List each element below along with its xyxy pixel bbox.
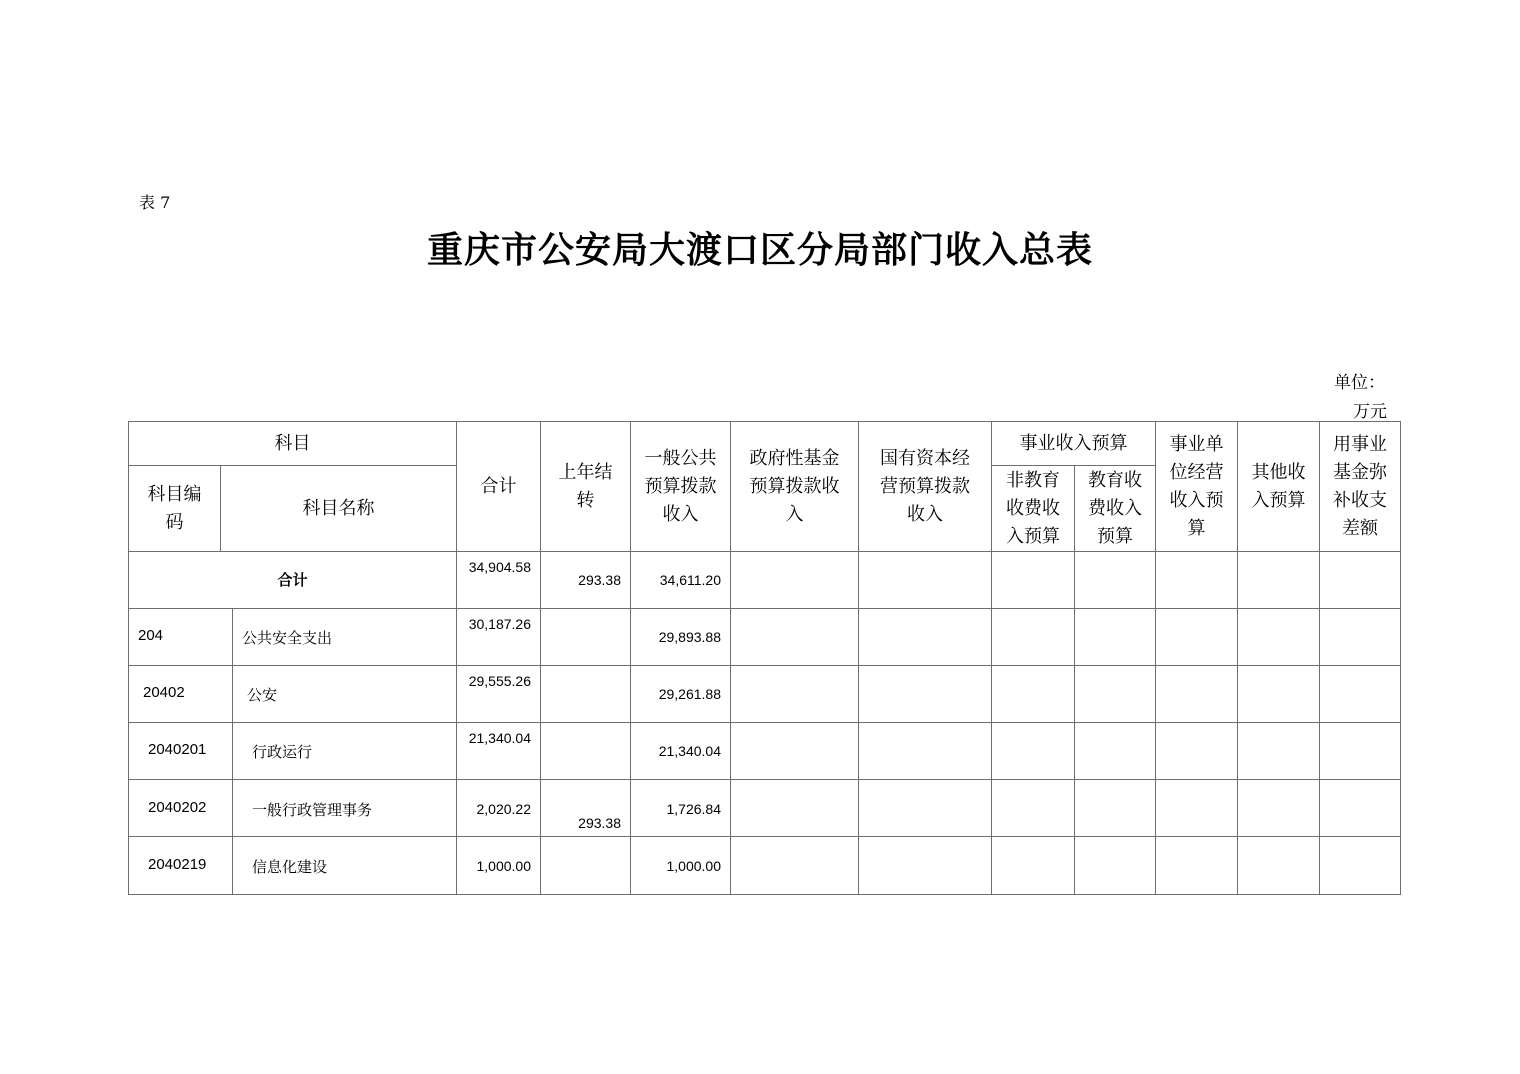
table-cell [1237,836,1320,895]
header-state-capital: 国有资本经营预算拨款收入 [858,421,992,552]
cell-total: 21,340.04 [468,730,531,746]
cell-total: 34,904.58 [468,559,531,575]
cell-code: 204 [138,627,164,644]
header-edu: 教育收费收入预算 [1074,465,1156,552]
table-cell [1319,608,1401,666]
table-cell [1237,608,1320,666]
cell-total: 29,555.26 [468,673,531,689]
cell-code: 20402 [143,684,185,701]
header-subject-code: 科目编码 [128,465,221,552]
table-cell [991,779,1075,837]
table-cell [858,722,992,780]
cell-name: 行政运行 [252,743,313,761]
table-cell [991,722,1075,780]
page-title: 重庆市公安局大渡口区分局部门收入总表 [426,230,1093,271]
income-table [128,421,1401,895]
table-cell [1237,551,1320,609]
header-carryover: 上年结转 [540,421,631,552]
table-cell [1074,722,1156,780]
table-cell [858,836,992,895]
table-cell [540,608,631,666]
cell-total: 1,000.00 [476,858,531,874]
cell-carryover: 293.38 [578,572,621,588]
table-cell [540,665,631,723]
cell-name: 公共安全支出 [242,629,333,647]
cell-total: 2,020.22 [476,801,531,817]
table-cell [1155,779,1238,837]
table-cell [1074,779,1156,837]
table-cell [1319,779,1401,837]
table-cell [1074,665,1156,723]
table-cell [1319,836,1401,895]
cell-carryover: 293.38 [578,815,621,831]
table-cell [858,665,992,723]
table-cell [991,608,1075,666]
table-cell [858,608,992,666]
header-subject-name: 科目名称 [220,465,457,552]
cell-code: 2040201 [148,741,207,758]
cell-name: 公安 [247,686,278,704]
header-subject: 科目 [128,421,457,466]
table-cell [991,551,1075,609]
table-cell [730,608,859,666]
table-cell [1237,779,1320,837]
header-gov-fund: 政府性基金预算拨款收入 [730,421,859,552]
table-cell [1155,665,1238,723]
header-non-edu: 非教育收费收入预算 [991,465,1075,552]
table-cell [1237,665,1320,723]
table-number: 表 7 [139,193,171,212]
table-cell [991,836,1075,895]
cell-total: 30,187.26 [468,616,531,632]
table-cell [1319,665,1401,723]
header-other: 其他收入预算 [1237,421,1320,552]
unit-label: 单位： [1334,373,1385,393]
header-general-public: 一般公共预算拨款收入 [630,421,731,552]
header-fund-balance: 用事业基金弥补收支差额 [1319,421,1401,552]
table-cell [540,836,631,895]
unit-value: 万元 [1353,402,1387,422]
cell-general: 1,726.84 [666,801,721,817]
cell-general: 29,261.88 [658,686,721,702]
header-career-unit: 事业单位经营收入预算 [1155,421,1238,552]
table-cell [1074,551,1156,609]
table-cell [730,722,859,780]
cell-name: 一般行政管理事务 [252,801,373,819]
row-total-label: 合计 [128,551,457,609]
table-cell [1155,836,1238,895]
cell-code: 2040219 [148,856,207,873]
header-total: 合计 [456,421,541,552]
table-cell [730,665,859,723]
cell-name: 信息化建设 [252,858,328,876]
table-cell [730,551,859,609]
table-cell [1155,551,1238,609]
cell-general: 34,611.20 [659,572,721,588]
cell-general: 21,340.04 [658,743,721,759]
table-cell [730,779,859,837]
table-cell [858,551,992,609]
table-cell [1074,836,1156,895]
cell-general: 29,893.88 [658,629,721,645]
table-cell [1237,722,1320,780]
table-cell [1319,551,1401,609]
table-cell [991,665,1075,723]
header-career-income: 事业收入预算 [991,421,1156,466]
table-cell [858,779,992,837]
cell-general: 1,000.00 [666,858,721,874]
table-cell [1155,608,1238,666]
table-cell [1155,722,1238,780]
table-cell [1074,608,1156,666]
table-cell [540,722,631,780]
table-cell [1319,722,1401,780]
table-cell [730,836,859,895]
cell-code: 2040202 [148,799,207,816]
